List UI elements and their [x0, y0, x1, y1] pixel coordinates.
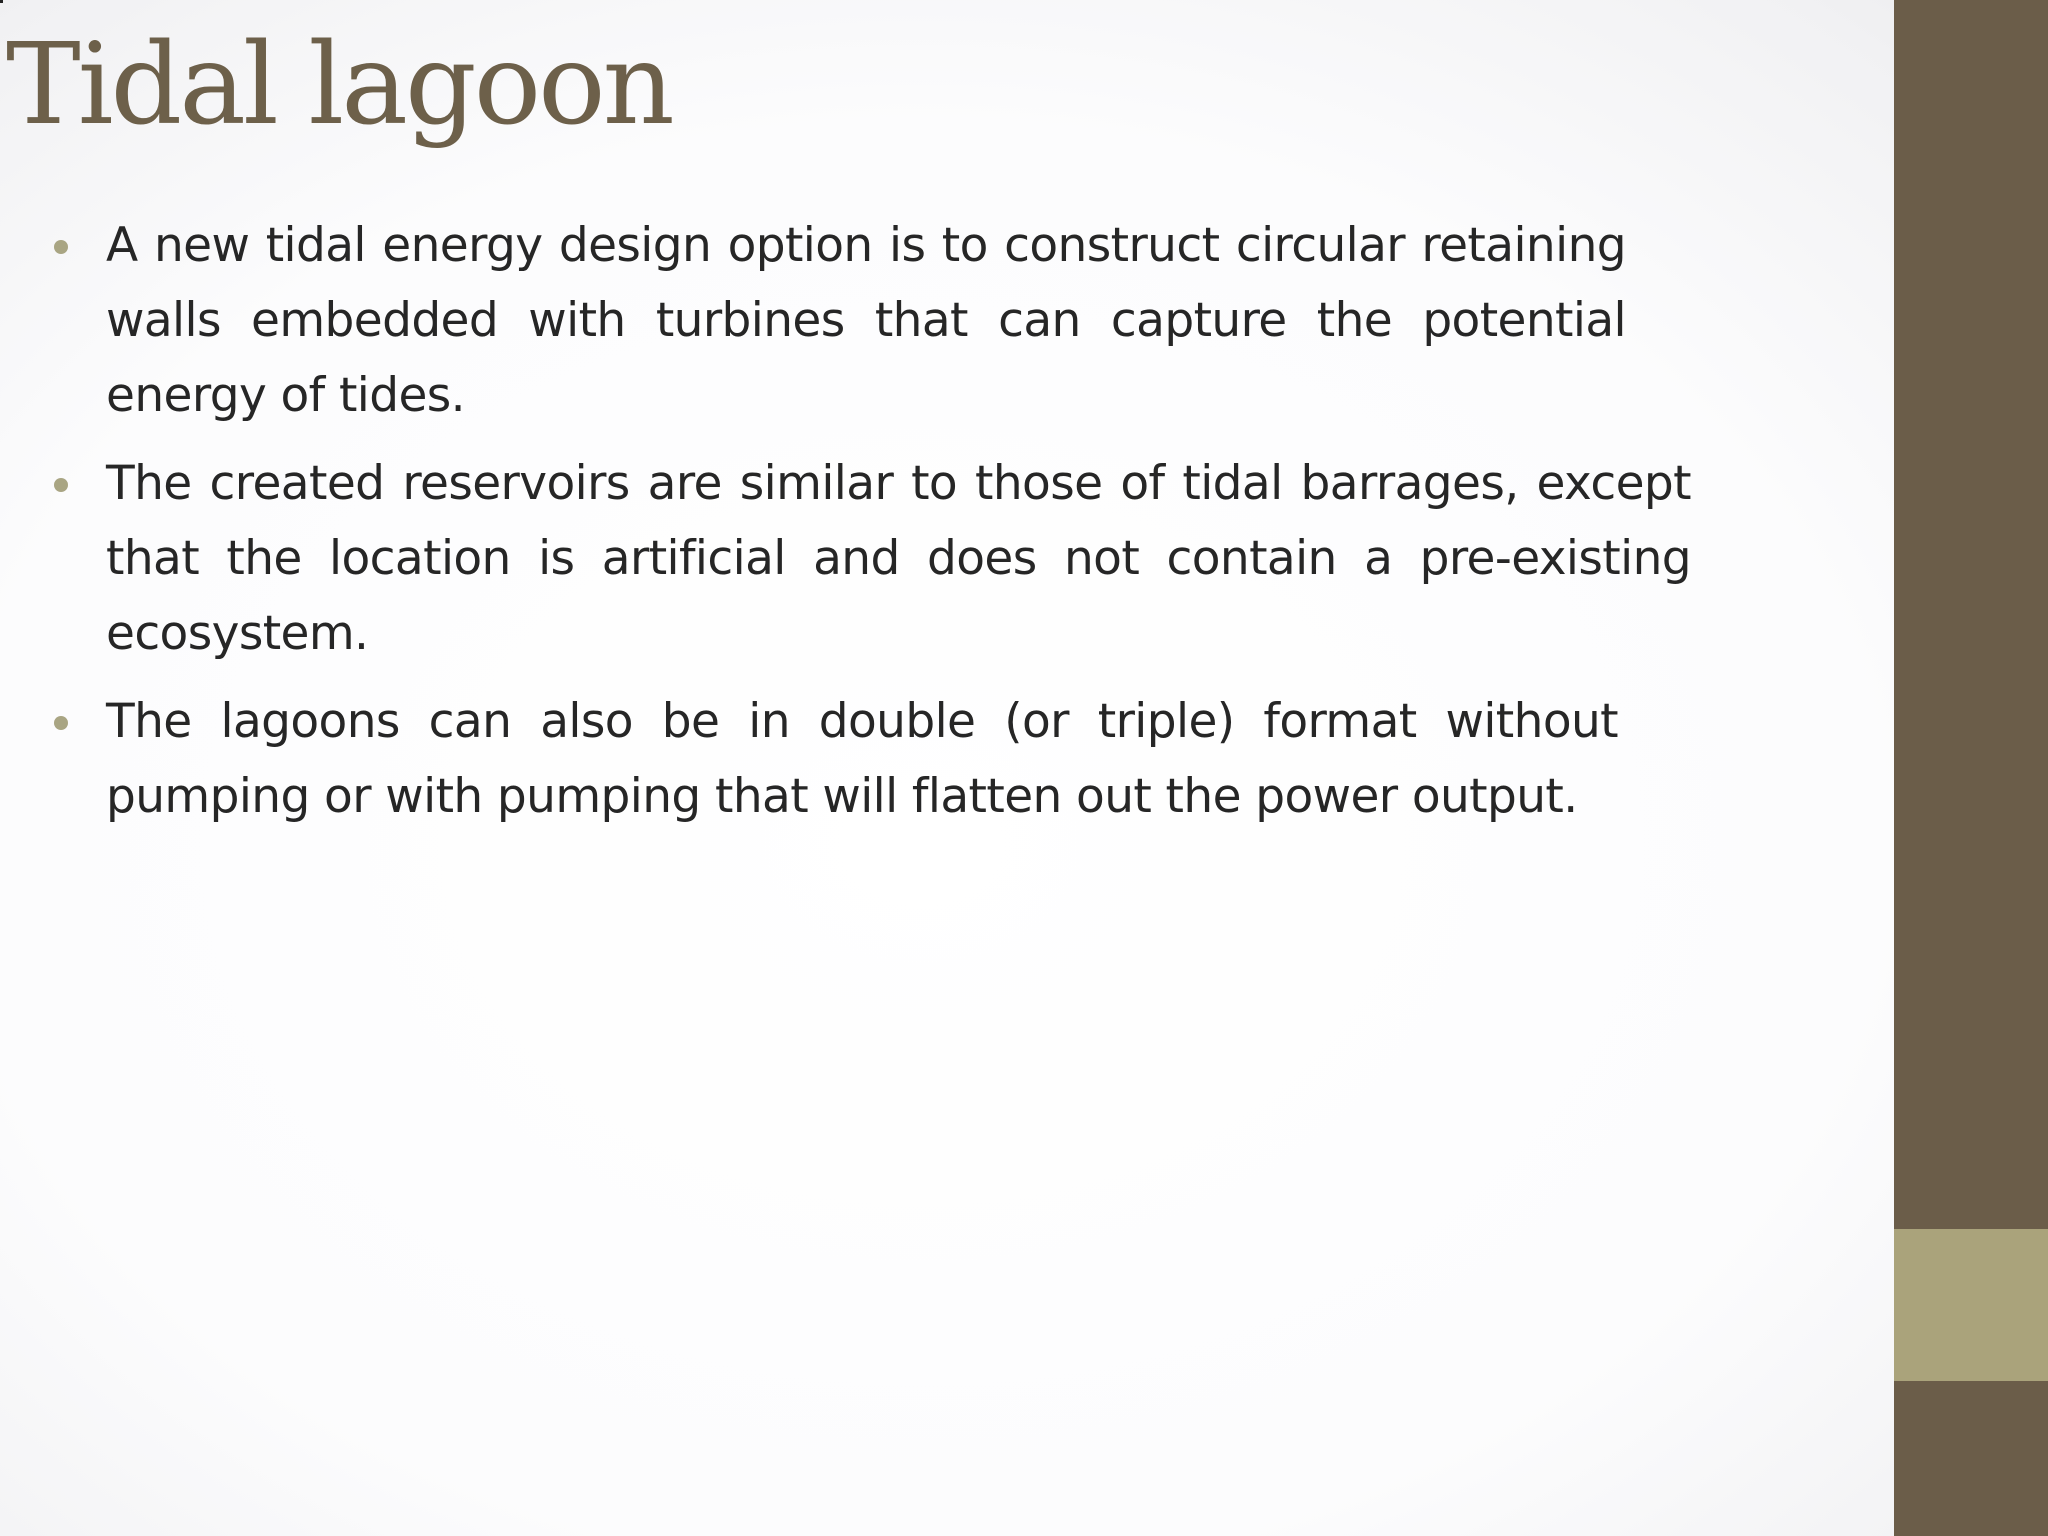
bullet-list	[106, 208, 1691, 847]
bullet-dot-icon	[54, 478, 68, 492]
bullet-dot-icon	[54, 716, 68, 730]
bullet-item	[106, 446, 1691, 671]
slide-title: Tidal lagoon	[6, 20, 672, 150]
bullet-item	[106, 208, 1626, 433]
bullet-text: A new tidal energy design option is to construct circular retaining walls embedded with turbines that can capture the potential energy of tides.	[106, 218, 1626, 423]
sidebar-accent-block	[1894, 1229, 2048, 1381]
bullet-dot-icon	[54, 240, 68, 254]
corner-mark	[0, 0, 3, 3]
bullet-text: The created reservoirs are similar to those of tidal barrages, except that the location is artificial and does not contain a pre-existing ecosystem.	[106, 456, 1691, 661]
bullet-text: The lagoons can also be in double (or triple) format without pumping or with pumping that will flatten out the power output.	[106, 694, 1618, 824]
bullet-item	[106, 684, 1618, 834]
